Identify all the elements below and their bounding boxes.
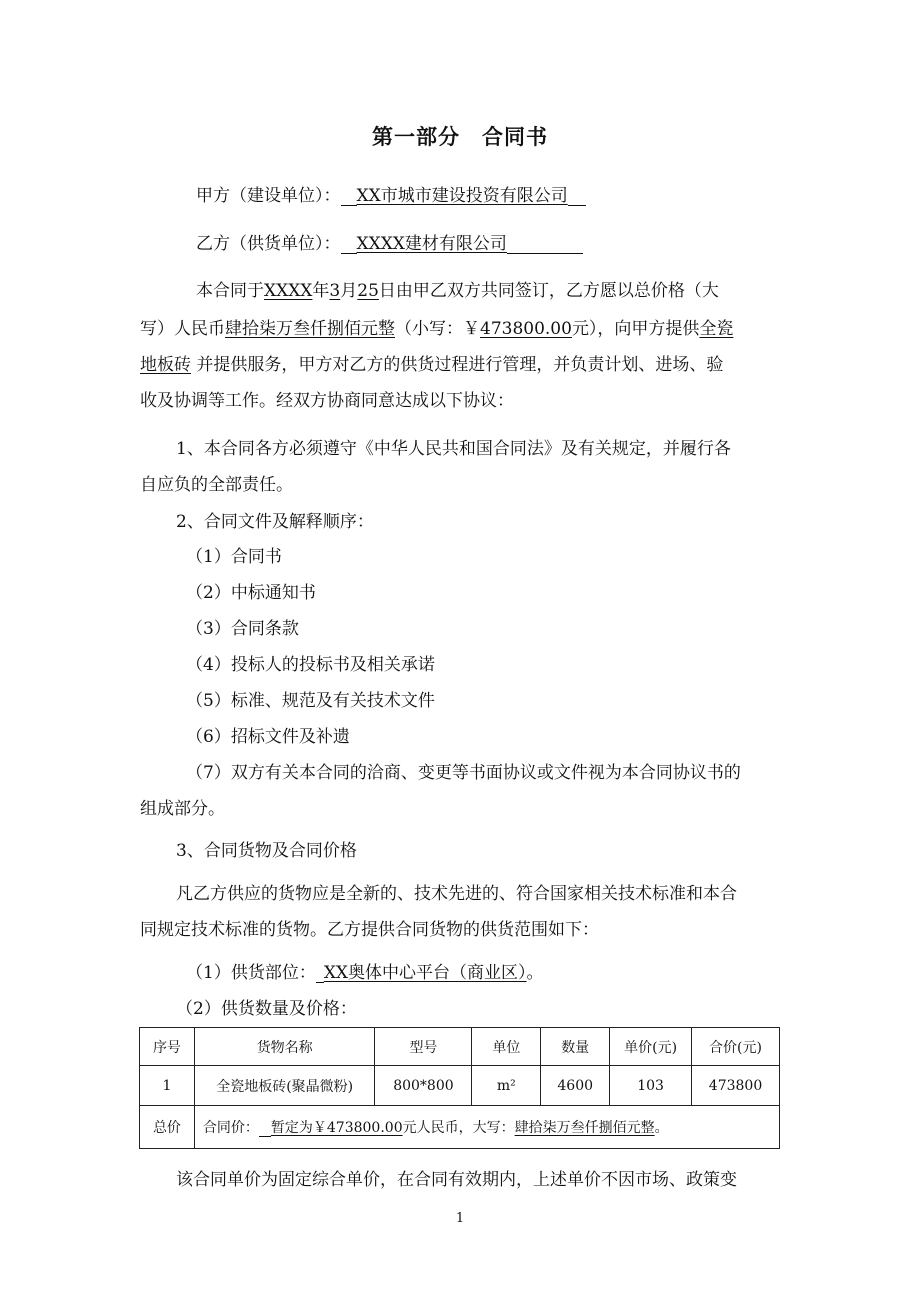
table-header-cell: 单价(元) [610, 1028, 692, 1066]
intro-text: 本合同于 [196, 281, 264, 301]
punctuation: 。 [654, 1120, 669, 1136]
total-amount-upper: 肆拾柒万叁仟捌佰元整 [514, 1120, 655, 1136]
supply-site-line [186, 958, 544, 983]
closing-paragraph: 该合同单价为固定综合单价，在合同有效期内，上述单价不因市场、政策变 [176, 1170, 737, 1190]
table-cell: 473800 [692, 1066, 780, 1106]
total-label-cell: 总价 [140, 1106, 195, 1149]
intro-text: 月 [340, 281, 358, 301]
party-a-value: XX市城市建设投资有限公司 [356, 186, 568, 206]
clause-3-para-line-2: 同规定技术标准的货物。乙方提供合同货物的供货范围如下： [140, 920, 599, 940]
clause-2-heading: 2、合同文件及解释顺序： [176, 512, 374, 532]
party-a-label: 甲方（建设单位）： [196, 186, 341, 206]
intro-text: 日由甲乙双方共同签订，乙方愿以总价格（大 [378, 281, 719, 301]
table-header-cell: 序号 [140, 1028, 195, 1066]
intro-line-4: 收及协调等工作。经双方协商同意达成以下协议： [140, 391, 514, 411]
clause-1-line-2: 自应负的全部责任。 [140, 475, 293, 495]
table-cell: 全瓷地板砖(聚晶微粉) [194, 1066, 375, 1106]
intro-text: 并提供服务，甲方对乙方的供货过程进行管理，并负责计划、进场、验 [196, 355, 724, 375]
goods-price-table [139, 1027, 780, 1149]
goods-name-part2: 地板砖 [140, 355, 191, 375]
punctuation: 。 [526, 963, 544, 983]
intro-text: 元），向甲方提供 [571, 319, 700, 339]
table-cell: 800*800 [375, 1066, 472, 1106]
page-number: 1 [455, 1211, 465, 1226]
intro-text: 年 [312, 281, 330, 301]
sign-month: 3 [329, 281, 341, 301]
table-row [140, 1066, 780, 1106]
intro-line-3 [140, 350, 723, 375]
page-title: 第一部分 合同书 [372, 125, 548, 149]
intro-line-2 [140, 314, 733, 339]
supply-quantity-heading: （2）供货数量及价格： [176, 999, 357, 1019]
amount-lower: 473800.00 [480, 319, 572, 339]
table-cell: 4600 [541, 1066, 610, 1106]
supply-site-label: （1）供货部位： [186, 963, 316, 983]
party-b-value: XXXX建材有限公司 [356, 234, 507, 254]
table-header-cell: 数量 [541, 1028, 610, 1066]
intro-text: （小写：￥ [395, 319, 480, 339]
table-header-cell: 合价(元) [692, 1028, 780, 1066]
table-cell: 103 [610, 1066, 692, 1106]
sign-year: XXXX [264, 281, 313, 301]
list-item: （6）招标文件及补遗 [186, 727, 350, 747]
table-total-row [140, 1106, 780, 1149]
list-item: （2）中标通知书 [186, 583, 316, 603]
table-cell: m² [472, 1066, 541, 1106]
intro-line-1 [196, 276, 719, 301]
list-item-continuation: 组成部分。 [140, 799, 225, 819]
list-item: （5）标准、规范及有关技术文件 [186, 691, 435, 711]
total-value-cell [194, 1106, 779, 1149]
list-item: （7）双方有关本合同的洽商、变更等书面协议或文件视为本合同协议书的 [186, 763, 741, 783]
supply-site-value: XX奥体中心平台（商业区） [323, 963, 527, 983]
list-item: （3）合同条款 [186, 619, 299, 639]
table-header-row [140, 1028, 780, 1066]
party-b-label: 乙方（供货单位）： [196, 234, 341, 254]
table-header-cell: 型号 [375, 1028, 472, 1066]
list-item: （4）投标人的投标书及相关承诺 [186, 655, 435, 675]
clause-3-para-line-1: 凡乙方供应的货物应是全新的、技术先进的、符合国家相关技术标准和本合 [176, 884, 737, 904]
table-cell: 1 [140, 1066, 195, 1106]
table-header-cell: 货物名称 [194, 1028, 375, 1066]
total-mid-text: 元人民币，大写： [402, 1120, 515, 1136]
goods-name-part1: 全瓷 [699, 319, 734, 339]
list-item: （1）合同书 [186, 547, 282, 567]
clause-1-line-1: 1、本合同各方必须遵守《中华人民共和国合同法》及有关规定，并履行各 [176, 439, 731, 459]
total-amount: 暂定为￥473800.00 [270, 1120, 403, 1136]
total-prefix: 合同价： [202, 1120, 259, 1136]
amount-upper: 肆拾柒万叁仟捌佰元整 [225, 319, 395, 339]
party-b-line [196, 229, 583, 254]
sign-day: 25 [357, 281, 379, 301]
intro-text: 写）人民币 [140, 319, 225, 339]
party-a-line [196, 181, 586, 206]
clause-3-heading: 3、合同货物及合同价格 [176, 841, 357, 861]
table-header-cell: 单位 [472, 1028, 541, 1066]
